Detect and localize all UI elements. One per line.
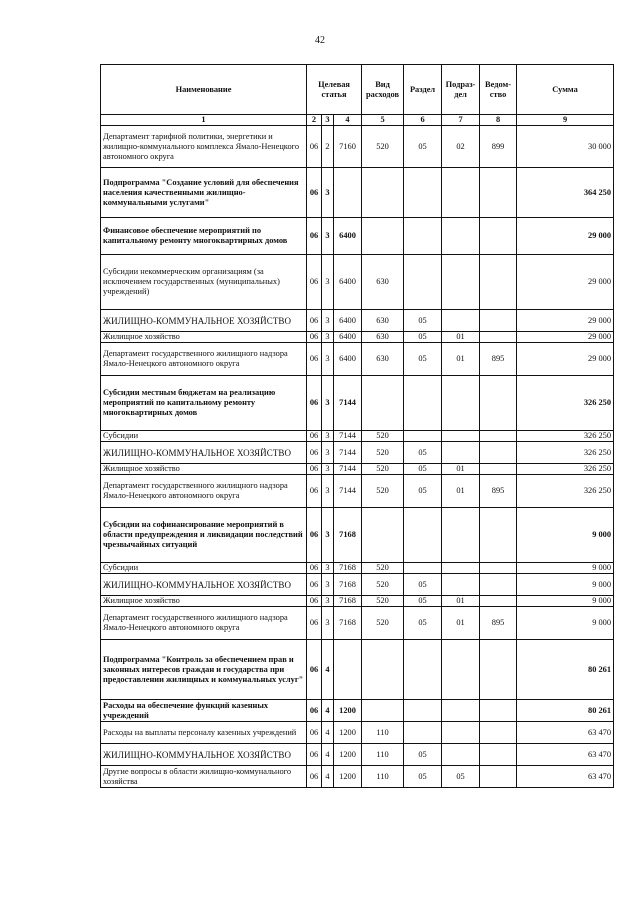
row-amount-cell: 29 000 (517, 332, 614, 343)
row-c5-cell: 110 (362, 722, 404, 744)
row-c7-cell: 02 (442, 126, 480, 168)
row-c5-cell: 520 (362, 607, 404, 640)
row-c7-cell (442, 442, 480, 464)
table-row (101, 376, 614, 431)
row-c4-cell: 7168 (334, 596, 362, 607)
row-name-cell: Подпрограмма "Контроль за обеспечением прав и законных интересов граждан и государства при предоставлении жилищных и коммунальных услуг" (101, 640, 307, 700)
row-amount-cell: 364 250 (517, 168, 614, 218)
row-c2-cell: 06 (307, 607, 322, 640)
row-c7-cell: 01 (442, 343, 480, 376)
row-c3-cell: 4 (322, 766, 334, 788)
page-number: 42 (315, 35, 325, 46)
row-c4-cell: 7144 (334, 464, 362, 475)
row-c2-cell: 06 (307, 376, 322, 431)
row-c8-cell (480, 700, 517, 722)
row-name-cell: ЖИЛИЩНО-КОММУНАЛЬНОЕ ХОЗЯЙСТВО (101, 574, 307, 596)
table-row (101, 700, 614, 722)
row-c6-cell (404, 218, 442, 255)
row-c6-cell (404, 376, 442, 431)
row-c3-cell: 2 (322, 126, 334, 168)
row-c6-cell: 05 (404, 596, 442, 607)
row-name-cell: Субсидии местным бюджетам на реализацию мероприятий по капитальному ремонту многоквартирных домов (101, 376, 307, 431)
row-amount-cell: 9 000 (517, 607, 614, 640)
row-c3-cell: 4 (322, 744, 334, 766)
row-c3-cell: 4 (322, 640, 334, 700)
table-row (101, 218, 614, 255)
row-c4-cell: 6400 (334, 332, 362, 343)
row-c2-cell: 06 (307, 464, 322, 475)
row-c7-cell (442, 574, 480, 596)
table-row (101, 766, 614, 788)
table-row (101, 343, 614, 376)
row-c6-cell (404, 168, 442, 218)
column-number: 6 (404, 115, 442, 126)
column-number: 5 (362, 115, 404, 126)
row-c5-cell (362, 640, 404, 700)
row-c2-cell: 06 (307, 700, 322, 722)
row-c7-cell (442, 255, 480, 310)
row-name-cell: Другие вопросы в области жилищно-коммунального хозяйства (101, 766, 307, 788)
row-c2-cell: 06 (307, 218, 322, 255)
header-expense-type: Вид расходов (362, 65, 404, 115)
row-name-cell: Департамент государственного жилищного надзора Ямало-Ненецкого автономного округа (101, 475, 307, 508)
row-c8-cell: 895 (480, 607, 517, 640)
row-c4-cell: 7168 (334, 563, 362, 574)
row-c2-cell: 06 (307, 310, 322, 332)
row-c3-cell: 3 (322, 343, 334, 376)
row-c5-cell: 630 (362, 310, 404, 332)
row-c4-cell: 7168 (334, 607, 362, 640)
row-c3-cell: 3 (322, 218, 334, 255)
row-amount-cell: 326 250 (517, 431, 614, 442)
row-c7-cell: 01 (442, 475, 480, 508)
column-number: 9 (517, 115, 614, 126)
row-c8-cell (480, 332, 517, 343)
row-c5-cell: 520 (362, 442, 404, 464)
table-row (101, 464, 614, 475)
row-c8-cell (480, 508, 517, 563)
table-row (101, 640, 614, 700)
budget-table (100, 64, 614, 788)
row-c6-cell: 05 (404, 310, 442, 332)
row-c6-cell: 05 (404, 475, 442, 508)
row-c8-cell (480, 431, 517, 442)
row-c4-cell (334, 168, 362, 218)
row-amount-cell: 29 000 (517, 343, 614, 376)
row-c6-cell: 05 (404, 343, 442, 376)
row-c7-cell (442, 310, 480, 332)
row-amount-cell: 9 000 (517, 596, 614, 607)
row-c7-cell (442, 744, 480, 766)
row-amount-cell: 80 261 (517, 640, 614, 700)
row-name-cell: Жилищное хозяйство (101, 332, 307, 343)
row-c8-cell (480, 722, 517, 744)
column-number: 8 (480, 115, 517, 126)
row-c3-cell: 4 (322, 722, 334, 744)
row-c7-cell (442, 722, 480, 744)
header-subsection: Подраз-дел (442, 65, 480, 115)
row-c7-cell (442, 431, 480, 442)
row-name-cell: Субсидии на софинансирование мероприятий в области предупреждения и ликвидации последствий чрезвычайных ситуаций (101, 508, 307, 563)
row-amount-cell: 30 000 (517, 126, 614, 168)
row-c3-cell: 3 (322, 475, 334, 508)
row-c3-cell: 3 (322, 310, 334, 332)
header-name: Наименование (101, 65, 307, 115)
row-c8-cell (480, 464, 517, 475)
row-c4-cell: 7144 (334, 475, 362, 508)
row-c4-cell: 7168 (334, 574, 362, 596)
row-c4-cell: 7144 (334, 431, 362, 442)
row-c7-cell (442, 508, 480, 563)
row-c4-cell: 7160 (334, 126, 362, 168)
table-row (101, 596, 614, 607)
row-c5-cell: 630 (362, 343, 404, 376)
row-amount-cell: 29 000 (517, 255, 614, 310)
row-c8-cell (480, 168, 517, 218)
row-c7-cell (442, 168, 480, 218)
column-number: 3 (322, 115, 334, 126)
row-amount-cell: 9 000 (517, 563, 614, 574)
row-amount-cell: 326 250 (517, 475, 614, 508)
row-c2-cell: 06 (307, 475, 322, 508)
row-name-cell: ЖИЛИЩНО-КОММУНАЛЬНОЕ ХОЗЯЙСТВО (101, 442, 307, 464)
row-c7-cell (442, 700, 480, 722)
row-amount-cell: 9 000 (517, 508, 614, 563)
row-name-cell: Субсидии некоммерческим организациям (за исключением государственных (муниципальных) учреждений) (101, 255, 307, 310)
row-c8-cell (480, 310, 517, 332)
row-c2-cell: 06 (307, 442, 322, 464)
row-c8-cell (480, 376, 517, 431)
row-c5-cell (362, 218, 404, 255)
row-c5-cell: 520 (362, 126, 404, 168)
table-row (101, 332, 614, 343)
row-c3-cell: 3 (322, 442, 334, 464)
row-c5-cell: 520 (362, 475, 404, 508)
row-c8-cell (480, 766, 517, 788)
row-c6-cell: 05 (404, 766, 442, 788)
table-row (101, 442, 614, 464)
row-name-cell: Департамент государственного жилищного надзора Ямало-Ненецкого автономного округа (101, 607, 307, 640)
row-c3-cell: 3 (322, 255, 334, 310)
row-c6-cell (404, 255, 442, 310)
table-row (101, 310, 614, 332)
column-number: 4 (334, 115, 362, 126)
row-c3-cell: 3 (322, 574, 334, 596)
row-name-cell: Расходы на обеспечение функций казенных учреждений (101, 700, 307, 722)
row-name-cell: Департамент государственного жилищного надзора Ямало-Ненецкого автономного округа (101, 343, 307, 376)
row-c7-cell (442, 640, 480, 700)
row-c4-cell: 6400 (334, 218, 362, 255)
header-department: Ведом-ство (480, 65, 517, 115)
row-c8-cell (480, 640, 517, 700)
row-amount-cell: 326 250 (517, 464, 614, 475)
row-c3-cell: 3 (322, 563, 334, 574)
table-row (101, 744, 614, 766)
table-row (101, 722, 614, 744)
row-c2-cell: 06 (307, 640, 322, 700)
row-c7-cell: 01 (442, 464, 480, 475)
row-name-cell: ЖИЛИЩНО-КОММУНАЛЬНОЕ ХОЗЯЙСТВО (101, 744, 307, 766)
row-c8-cell (480, 744, 517, 766)
row-c2-cell: 06 (307, 574, 322, 596)
row-c2-cell: 06 (307, 508, 322, 563)
row-c4-cell: 1200 (334, 766, 362, 788)
row-c5-cell: 520 (362, 574, 404, 596)
table-row (101, 574, 614, 596)
row-c6-cell: 05 (404, 442, 442, 464)
row-c5-cell: 630 (362, 332, 404, 343)
header-row (101, 65, 614, 115)
table-row (101, 126, 614, 168)
row-c6-cell (404, 508, 442, 563)
row-c7-cell: 01 (442, 607, 480, 640)
row-c4-cell: 1200 (334, 744, 362, 766)
row-c3-cell: 3 (322, 332, 334, 343)
row-c6-cell (404, 563, 442, 574)
row-c5-cell: 110 (362, 744, 404, 766)
row-c2-cell: 06 (307, 722, 322, 744)
row-amount-cell: 29 000 (517, 310, 614, 332)
row-name-cell: Департамент тарифной политики, энергетики и жилищно-коммунального комплекса Ямало-Ненецкого автономного округа (101, 126, 307, 168)
column-number: 1 (101, 115, 307, 126)
row-c3-cell: 3 (322, 508, 334, 563)
table-row (101, 508, 614, 563)
header-amount: Сумма (517, 65, 614, 115)
row-c6-cell (404, 431, 442, 442)
row-c4-cell: 7144 (334, 376, 362, 431)
header-target-article: Целевая статья (307, 65, 362, 115)
table-row (101, 475, 614, 508)
row-c6-cell (404, 722, 442, 744)
row-c4-cell: 6400 (334, 255, 362, 310)
row-amount-cell: 63 470 (517, 722, 614, 744)
row-c8-cell (480, 563, 517, 574)
row-c4-cell: 7168 (334, 508, 362, 563)
row-c4-cell: 7144 (334, 442, 362, 464)
row-name-cell: Субсидии (101, 563, 307, 574)
row-c3-cell: 3 (322, 596, 334, 607)
row-amount-cell: 326 250 (517, 376, 614, 431)
row-c2-cell: 06 (307, 126, 322, 168)
row-c2-cell: 06 (307, 596, 322, 607)
row-c3-cell: 3 (322, 464, 334, 475)
row-name-cell: Расходы на выплаты персоналу казенных учреждений (101, 722, 307, 744)
row-c6-cell (404, 700, 442, 722)
row-c8-cell (480, 218, 517, 255)
row-c5-cell: 110 (362, 766, 404, 788)
row-c4-cell: 6400 (334, 310, 362, 332)
row-c5-cell: 630 (362, 255, 404, 310)
row-c2-cell: 06 (307, 563, 322, 574)
row-c7-cell (442, 563, 480, 574)
row-c4-cell: 6400 (334, 343, 362, 376)
row-c7-cell (442, 376, 480, 431)
row-c2-cell: 06 (307, 332, 322, 343)
row-c4-cell: 1200 (334, 722, 362, 744)
row-c2-cell: 06 (307, 343, 322, 376)
table-row (101, 255, 614, 310)
row-c7-cell: 05 (442, 766, 480, 788)
row-c5-cell: 520 (362, 431, 404, 442)
row-c5-cell (362, 376, 404, 431)
row-c8-cell (480, 255, 517, 310)
row-c6-cell: 05 (404, 744, 442, 766)
row-c5-cell (362, 700, 404, 722)
row-amount-cell: 29 000 (517, 218, 614, 255)
row-c2-cell: 06 (307, 168, 322, 218)
row-amount-cell: 9 000 (517, 574, 614, 596)
row-c5-cell (362, 168, 404, 218)
row-c2-cell: 06 (307, 255, 322, 310)
row-amount-cell: 326 250 (517, 442, 614, 464)
row-c6-cell: 05 (404, 332, 442, 343)
column-number: 2 (307, 115, 322, 126)
column-number: 7 (442, 115, 480, 126)
table-row (101, 431, 614, 442)
row-c8-cell (480, 596, 517, 607)
row-c2-cell: 06 (307, 431, 322, 442)
row-c5-cell (362, 508, 404, 563)
row-c3-cell: 3 (322, 376, 334, 431)
row-c6-cell: 05 (404, 464, 442, 475)
row-name-cell: Жилищное хозяйство (101, 596, 307, 607)
row-c5-cell: 520 (362, 563, 404, 574)
table-row (101, 607, 614, 640)
row-name-cell: Подпрограмма "Создание условий для обеспечения населения качественными жилищно-коммунальными услугами" (101, 168, 307, 218)
table-row (101, 168, 614, 218)
row-c3-cell: 3 (322, 431, 334, 442)
row-c3-cell: 4 (322, 700, 334, 722)
row-c2-cell: 06 (307, 766, 322, 788)
row-name-cell: Субсидии (101, 431, 307, 442)
row-name-cell: Жилищное хозяйство (101, 464, 307, 475)
row-amount-cell: 63 470 (517, 766, 614, 788)
row-c2-cell: 06 (307, 744, 322, 766)
row-c7-cell: 01 (442, 596, 480, 607)
row-c6-cell: 05 (404, 126, 442, 168)
row-c5-cell: 520 (362, 596, 404, 607)
row-c8-cell (480, 574, 517, 596)
row-c3-cell: 3 (322, 168, 334, 218)
row-c7-cell (442, 218, 480, 255)
row-c3-cell: 3 (322, 607, 334, 640)
header-section: Раздел (404, 65, 442, 115)
table-row (101, 563, 614, 574)
row-c5-cell: 520 (362, 464, 404, 475)
row-name-cell: Финансовое обеспечение мероприятий по капитальному ремонту многоквартирных домов (101, 218, 307, 255)
row-c7-cell: 01 (442, 332, 480, 343)
row-c4-cell: 1200 (334, 700, 362, 722)
row-c6-cell: 05 (404, 574, 442, 596)
row-c6-cell (404, 640, 442, 700)
column-number-row (101, 115, 614, 126)
row-c8-cell: 895 (480, 343, 517, 376)
row-amount-cell: 80 261 (517, 700, 614, 722)
row-c8-cell (480, 442, 517, 464)
row-c8-cell: 895 (480, 475, 517, 508)
row-c6-cell: 05 (404, 607, 442, 640)
row-c4-cell (334, 640, 362, 700)
row-c8-cell: 899 (480, 126, 517, 168)
row-name-cell: ЖИЛИЩНО-КОММУНАЛЬНОЕ ХОЗЯЙСТВО (101, 310, 307, 332)
row-amount-cell: 63 470 (517, 744, 614, 766)
table-body (101, 126, 614, 788)
